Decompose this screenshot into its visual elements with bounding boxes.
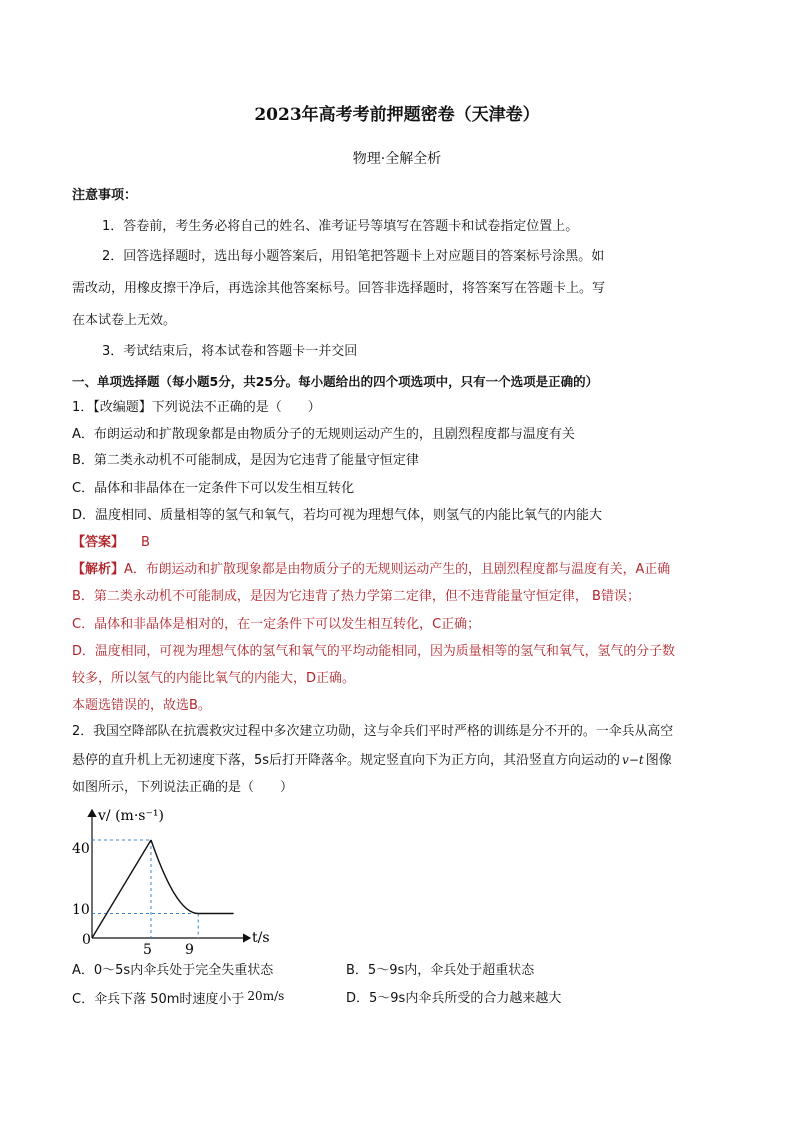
q2-option-b: B．5～9s内，伞兵处于超重状态 bbox=[346, 963, 535, 978]
q1-analysis-label: 【解析】 bbox=[72, 562, 125, 577]
q2-option-c-text: C．伞兵下落 50m时速度小于 bbox=[72, 992, 245, 1007]
q1-option-a: A．布朗运动和扩散现象都是由物质分子的无规则运动产生的，且剧烈程度都与温度有关 bbox=[72, 427, 575, 442]
q2-stem-line-3: 如图所示，下列说法正确的是（ ） bbox=[72, 780, 294, 795]
section-heading: 一、单项选择题（每小题5分，共25分。每小题给出的四个项选项中，只有一个选项是正确的） bbox=[72, 374, 599, 389]
q2-stem-line-1: 2．我国空降部队在抗震救灾过程中多次建立功勋，这与伞兵们平时严格的训练是分不开的。一伞兵从高空 bbox=[72, 724, 674, 739]
q2-vt-math: v−t bbox=[622, 753, 644, 767]
q1-analysis-line-c: C．晶体和非晶体是相对的，在一定条件下可以发生相互转化，C正确； bbox=[72, 617, 481, 632]
q2-option-a: A．0～5s内伞兵处于完全失重状态 bbox=[72, 963, 274, 978]
x-tick-5: 5 bbox=[143, 942, 152, 958]
q1-option-d: D．温度相同、质量相等的氢气和氧气，若均可视为理想气体，则氢气的内能比氧气的内能大 bbox=[72, 508, 603, 523]
q1-option-b: B．第二类永动机不可能制成，是因为它违背了能量守恒定律 bbox=[72, 453, 419, 468]
q1-conclusion: 本题选错误的，故选B。 bbox=[72, 698, 211, 713]
q2-option-c-math: 20m/s bbox=[247, 989, 285, 1003]
notice-item-2-line-2: 需改动，用橡皮擦干净后，再选涂其他答案标号。回答非选择题时，将答案写在答题卡上。写 bbox=[72, 281, 606, 296]
y-tick-40: 40 bbox=[72, 841, 90, 857]
y-axis-label: v/ (m·s⁻¹) bbox=[98, 808, 164, 824]
q2-option-c bbox=[72, 990, 284, 1009]
q1-option-c: C．晶体和非晶体在一定条件下可以发生相互转化 bbox=[72, 481, 355, 496]
x-axis-label: t/s bbox=[252, 930, 270, 946]
notice-item-2-line-3: 在本试卷上无效。 bbox=[72, 313, 177, 328]
notice-item-2-line-1: 2．回答选择题时，选出每小题答案后，用铅笔把答题卡上对应题目的答案标号涂黑。如 bbox=[102, 249, 605, 264]
notice-heading: 注意事项： bbox=[72, 188, 138, 203]
document-title: 2023年高考考前押题密卷（天津卷） bbox=[254, 105, 540, 125]
q2-stem-line-2b: 图像 bbox=[645, 753, 672, 768]
q1-analysis-line-b: B．第二类永动机不可能制成，是因为它违背了热力学第二定律，但不违背能量守恒定律， B错误； bbox=[72, 589, 640, 604]
q1-analysis-line-d2: 较多，所以氢气的内能比氧气的内能大，D正确。 bbox=[72, 671, 356, 686]
q2-stem-line-2a: 悬停的直升机上无初速度下落，5s后打开降落伞。规定竖直向下为正方向，其沿竖直方向运动的 bbox=[72, 753, 621, 768]
q1-stem: 1．【改编题】下列说法不正确的是（ ） bbox=[72, 400, 321, 415]
x-tick-9: 9 bbox=[185, 942, 194, 958]
document-subtitle: 物理·全解全析 bbox=[352, 151, 442, 167]
curve-deceleration-segment bbox=[151, 840, 198, 914]
q2-stem-line-2 bbox=[72, 751, 672, 770]
curve-acceleration-segment bbox=[92, 840, 151, 938]
vt-graph bbox=[72, 800, 272, 960]
notice-item-3: 3．考试结束后，将本试卷和答题卡一并交回 bbox=[102, 344, 358, 359]
y-tick-10: 10 bbox=[72, 902, 90, 918]
q2-option-d: D．5～9s内伞兵所受的合力越来越大 bbox=[346, 991, 562, 1006]
q1-analysis-line-a: A．布朗运动和扩散现象都是由物质分子的无规则运动产生的，且剧烈程度都与温度有关，A正确 bbox=[124, 562, 671, 577]
q1-answer-label: 【答案】 bbox=[72, 535, 125, 550]
notice-item-1: 1．答卷前，考生务必将自己的姓名、准考证号等填写在答题卡和试卷指定位置上。 bbox=[102, 219, 579, 234]
q1-analysis-line-d1: D．温度相同，可视为理想气体的氢气和氧气的平均动能相同，因为质量相等的氢气和氧气，氢气的分子数 bbox=[72, 644, 675, 659]
origin-label: 0 bbox=[82, 932, 91, 948]
q1-answer-value: B bbox=[141, 535, 150, 550]
